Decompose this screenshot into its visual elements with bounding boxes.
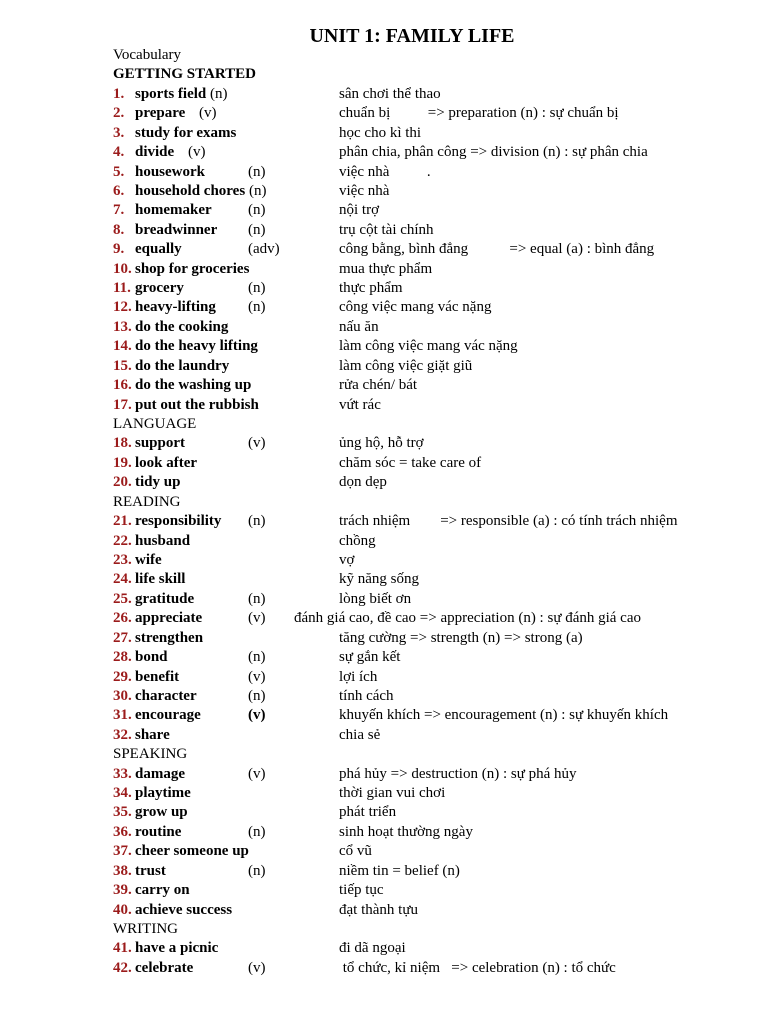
vocab-meaning: rửa chén/ bát — [339, 377, 418, 394]
vocab-row — [113, 881, 753, 900]
item-number: 1. — [113, 85, 125, 102]
vocab-word: cheer someone up — [135, 843, 249, 860]
vocab-word: trust — [135, 862, 166, 879]
part-of-speech: (v) — [248, 707, 266, 724]
vocab-word: bond — [135, 649, 168, 666]
part-of-speech: (n) — [248, 649, 266, 666]
vocab-meaning: làm công việc giặt giũ — [339, 357, 473, 374]
vocab-row — [113, 357, 753, 376]
vocab-word: study for exams — [135, 124, 237, 141]
vocab-row — [113, 124, 753, 143]
section-heading: Vocabulary — [113, 47, 182, 63]
vocab-meaning: phát triển — [339, 804, 397, 821]
vocab-meaning: công việc mang vác nặng — [339, 299, 492, 316]
vocab-row — [113, 803, 753, 822]
vocab-row — [113, 532, 753, 551]
part-of-speech: (n) — [248, 862, 266, 879]
part-of-speech: (n) — [248, 823, 266, 840]
vocab-row — [113, 590, 753, 609]
vocab-word: damage — [135, 765, 185, 782]
vocab-word: have a picnic — [135, 940, 219, 957]
item-number: 6. — [113, 182, 125, 199]
vocab-row — [113, 221, 753, 240]
vocab-meaning: sự gắn kết — [339, 649, 401, 666]
vocab-word: equally — [135, 241, 182, 258]
item-number: 39. — [113, 882, 132, 899]
part-of-speech: (n) — [248, 280, 266, 297]
vocab-meaning: kỹ năng sống — [339, 571, 419, 588]
item-number: 38. — [113, 862, 132, 879]
item-number: 32. — [113, 726, 132, 743]
vocab-meaning: học cho kì thi — [339, 124, 422, 141]
vocab-row — [113, 163, 753, 182]
part-of-speech: (adv) — [248, 241, 280, 258]
part-of-speech: (n) — [248, 221, 266, 238]
vocab-word: gratitude — [135, 590, 195, 607]
item-number: 34. — [113, 785, 132, 802]
vocab-meaning: trách nhiệm => responsible (a) : có tính trách nhiệm — [339, 513, 678, 530]
part-of-speech: (v) — [248, 765, 266, 782]
vocab-row — [113, 939, 753, 958]
part-of-speech: (n) — [248, 513, 266, 530]
vocab-meaning: dọn dẹp — [339, 474, 387, 491]
vocab-word: breadwinner — [135, 221, 218, 238]
vocab-row — [113, 240, 753, 259]
item-number: 26. — [113, 610, 132, 627]
vocab-meaning: tiếp tục — [339, 882, 384, 899]
item-number: 10. — [113, 260, 132, 277]
part-of-speech: (v) — [248, 668, 266, 685]
item-number: 24. — [113, 571, 132, 588]
section-heading: GETTING STARTED — [113, 66, 256, 83]
vocab-word: housework — [135, 163, 206, 180]
item-number: 42. — [113, 959, 132, 976]
part-of-speech: (n) — [210, 85, 228, 102]
vocab-word: grocery — [135, 280, 184, 297]
item-number: 13. — [113, 318, 132, 335]
vocab-meaning: tính cách — [339, 687, 394, 704]
part-of-speech: (n) — [248, 163, 266, 180]
vocab-row — [113, 551, 753, 570]
vocab-word: share — [135, 726, 170, 743]
item-number: 21. — [113, 513, 132, 530]
vocab-row — [113, 473, 753, 492]
section-heading: SPEAKING — [113, 746, 188, 763]
vocab-word: benefit — [135, 668, 180, 685]
vocab-word: character — [135, 687, 197, 704]
item-number: 28. — [113, 649, 132, 666]
item-number: 2. — [113, 105, 125, 122]
vocab-meaning: đánh giá cao, đề cao => appreciation (n) : sự đánh giá cao — [294, 610, 641, 627]
item-number: 4. — [113, 144, 125, 161]
vocab-word: responsibility — [135, 513, 222, 530]
part-of-speech: (v) — [248, 959, 266, 976]
vocab-row — [113, 687, 753, 706]
vocab-word: encourage — [135, 707, 201, 724]
vocab-word: shop for groceries — [135, 260, 250, 277]
vocab-row — [113, 629, 753, 648]
vocab-word: appreciate — [135, 610, 203, 627]
vocab-meaning: đi dã ngoại — [339, 940, 406, 957]
section-heading: READING — [113, 493, 181, 510]
vocab-row — [113, 298, 753, 317]
vocab-meaning: lòng biết ơn — [339, 590, 412, 607]
item-number: 29. — [113, 668, 132, 685]
vocab-word: wife — [135, 551, 162, 568]
item-number: 31. — [113, 707, 132, 724]
vocab-word: homemaker — [135, 202, 212, 219]
vocab-word: do the cooking — [135, 318, 229, 335]
vocab-meaning: thời gian vui chơi — [339, 785, 446, 802]
item-number: 41. — [113, 940, 132, 957]
vocab-word: achieve success — [135, 901, 233, 918]
vocab-word: household chores — [135, 182, 246, 199]
vocab-meaning: nội trợ — [339, 202, 380, 219]
part-of-speech: (n) — [248, 687, 266, 704]
vocab-word: put out the rubbish — [135, 396, 259, 413]
vocab-meaning: việc nhà . — [339, 163, 431, 180]
item-number: 19. — [113, 454, 132, 471]
vocab-row — [113, 765, 753, 784]
vocab-word: divide — [135, 144, 175, 161]
item-number: 18. — [113, 435, 132, 452]
vocab-row — [113, 609, 753, 628]
item-number: 12. — [113, 299, 132, 316]
vocab-meaning: lợi ích — [339, 668, 378, 685]
vocab-meaning: thực phẩm — [339, 280, 403, 297]
vocab-word: life skill — [135, 571, 186, 588]
vocab-meaning: phá hủy => destruction (n) : sự phá hủy — [339, 765, 577, 782]
page-title: UNIT 1: FAMILY LIFE — [309, 25, 515, 47]
vocab-row — [113, 182, 753, 201]
part-of-speech: (n) — [248, 202, 266, 219]
vocab-meaning: công bằng, bình đẳng => equal (a) : bình đẳng — [339, 241, 655, 258]
item-number: 30. — [113, 687, 132, 704]
vocab-meaning: khuyến khích => encouragement (n) : sự khuyến khích — [339, 707, 669, 724]
vocab-meaning: nấu ăn — [339, 318, 379, 335]
vocab-row — [113, 104, 753, 123]
vocab-row — [113, 823, 753, 842]
vocab-meaning: trụ cột tài chính — [339, 221, 434, 238]
vocab-meaning: làm công việc mang vác nặng — [339, 338, 518, 355]
item-number: 33. — [113, 765, 132, 782]
vocab-meaning: vợ — [339, 551, 355, 568]
item-number: 11. — [113, 280, 131, 297]
vocab-meaning: phân chia, phân công => division (n) : sự phân chia — [339, 144, 648, 161]
vocab-row — [113, 143, 753, 162]
vocab-word: prepare — [135, 105, 186, 122]
vocab-meaning: việc nhà — [339, 182, 390, 199]
vocab-meaning: đạt thành tựu — [339, 901, 418, 918]
vocab-row — [113, 396, 753, 415]
vocab-meaning: niềm tin = belief (n) — [339, 862, 460, 879]
vocab-row — [113, 260, 753, 279]
item-number: 22. — [113, 532, 132, 549]
item-number: 14. — [113, 338, 132, 355]
vocab-meaning: tổ chức, kỉ niệm => celebration (n) : tổ chức — [339, 959, 616, 976]
item-number: 3. — [113, 124, 125, 141]
item-number: 20. — [113, 474, 132, 491]
vocab-row — [113, 726, 753, 745]
part-of-speech: (n) — [248, 299, 266, 316]
vocab-word: husband — [135, 532, 191, 549]
vocab-word: heavy-lifting — [135, 299, 216, 316]
vocab-meaning: chia sẻ — [339, 726, 381, 743]
item-number: 5. — [113, 163, 125, 180]
part-of-speech: (v) — [188, 144, 206, 161]
vocab-word: do the washing up — [135, 377, 252, 394]
vocab-meaning: chuẩn bị => preparation (n) : sự chuẩn bị — [339, 105, 619, 122]
vocab-meaning: ủng hộ, hỗ trợ — [339, 435, 424, 452]
vocab-row — [113, 959, 753, 978]
item-number: 37. — [113, 843, 132, 860]
vocab-row — [113, 570, 753, 589]
vocab-meaning: mua thực phẩm — [339, 260, 433, 277]
vocab-meaning: vứt rác — [339, 396, 381, 413]
vocab-row — [113, 512, 753, 531]
item-number: 17. — [113, 396, 132, 413]
item-number: 23. — [113, 551, 132, 568]
vocab-row — [113, 842, 753, 861]
item-number: 35. — [113, 804, 132, 821]
vocab-word: strengthen — [135, 629, 204, 646]
vocab-word: do the heavy lifting — [135, 338, 258, 355]
vocab-row — [113, 318, 753, 337]
item-number: 25. — [113, 590, 132, 607]
item-number: 7. — [113, 202, 125, 219]
part-of-speech: (n) — [249, 182, 267, 199]
item-number: 16. — [113, 377, 132, 394]
vocabulary-list — [113, 46, 753, 978]
vocab-row — [113, 648, 753, 667]
vocab-row — [113, 337, 753, 356]
item-number: 36. — [113, 823, 132, 840]
vocab-word: grow up — [135, 804, 188, 821]
item-number: 27. — [113, 629, 132, 646]
vocab-word: routine — [135, 823, 182, 840]
vocab-word: playtime — [135, 785, 191, 802]
vocab-word: do the laundry — [135, 357, 230, 374]
vocab-row — [113, 434, 753, 453]
vocab-meaning: cổ vũ — [339, 843, 372, 860]
vocab-row — [113, 706, 753, 725]
part-of-speech: (v) — [248, 610, 266, 627]
section-heading: LANGUAGE — [113, 416, 197, 433]
vocab-word: celebrate — [135, 959, 194, 976]
vocab-meaning: tăng cường => strength (n) => strong (a) — [339, 629, 583, 646]
item-number: 40. — [113, 901, 132, 918]
vocab-word: look after — [135, 454, 198, 471]
vocab-row — [113, 784, 753, 803]
vocab-meaning: sinh hoạt thường ngày — [339, 823, 473, 840]
vocab-word: tidy up — [135, 474, 181, 491]
vocab-row — [113, 85, 753, 104]
item-number: 9. — [113, 241, 125, 258]
item-number: 8. — [113, 221, 125, 238]
vocab-row — [113, 376, 753, 395]
vocab-meaning: sân chơi thể thao — [339, 85, 441, 102]
vocab-row — [113, 201, 753, 220]
vocab-meaning: chăm sóc = take care of — [339, 454, 482, 471]
vocab-meaning: chồng — [339, 532, 376, 549]
vocab-row — [113, 862, 753, 881]
item-number: 15. — [113, 357, 132, 374]
part-of-speech: (n) — [248, 590, 266, 607]
part-of-speech: (v) — [248, 435, 266, 452]
vocab-row — [113, 668, 753, 687]
vocab-row — [113, 901, 753, 920]
vocab-row — [113, 279, 753, 298]
vocab-word: sports field — [135, 85, 207, 102]
vocab-row — [113, 454, 753, 473]
vocab-word: carry on — [135, 882, 190, 899]
section-heading: WRITING — [113, 920, 178, 937]
vocab-word: support — [135, 435, 186, 452]
part-of-speech: (v) — [199, 105, 217, 122]
